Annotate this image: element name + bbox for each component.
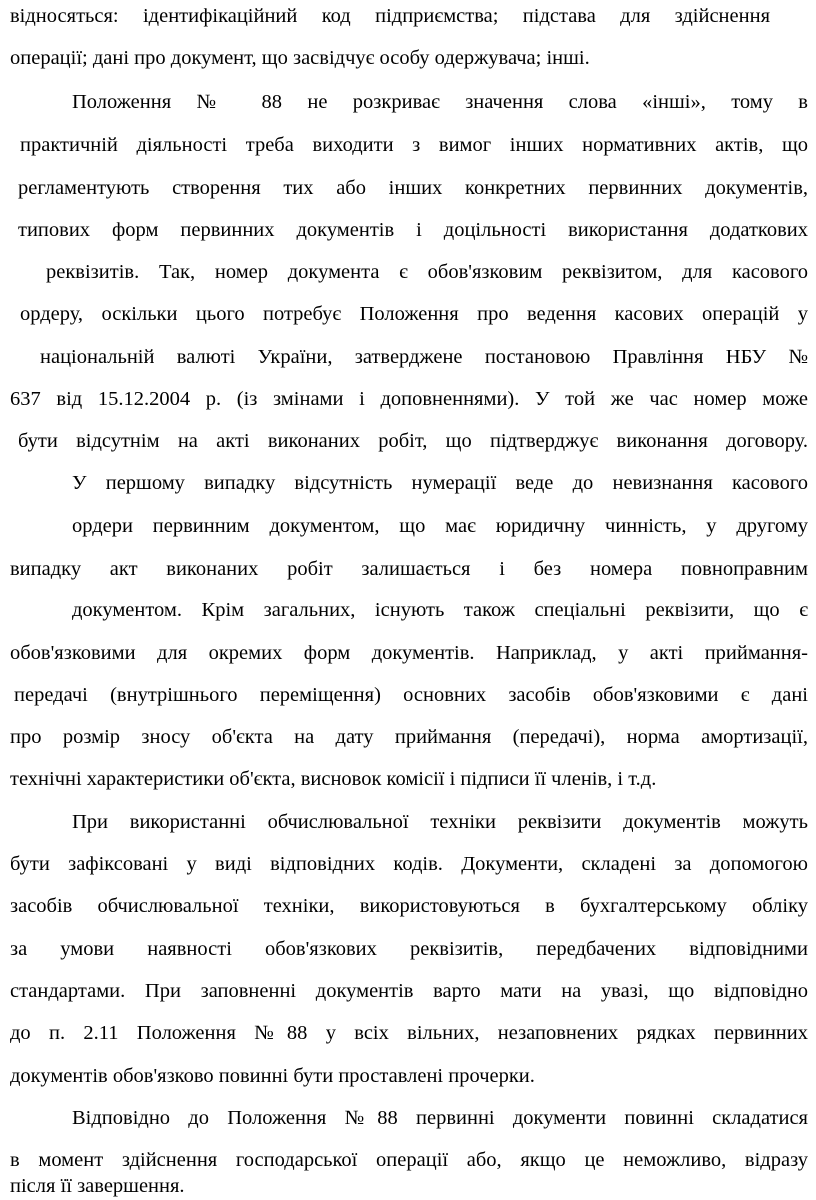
text-line: При використанні обчислювальної техніки реквізити документів можуть (72, 811, 808, 833)
text-line: про розмір зносу об'єкта на дату приймання (передачі), норма амортизації, (10, 726, 808, 748)
text-line: засобів обчислювальної техніки, використовуються в бухгалтерському обліку (10, 895, 808, 917)
text-line: 637 від 15.12.2004 р. (із змінами і доповненнями). У той же час номер може (10, 388, 808, 410)
text-line: бути відсутнім на акті виконаних робіт, що підтверджує виконання договору. (18, 430, 808, 452)
text-line: Положення № 88 не розкриває значення слова «інші», тому в (72, 91, 808, 113)
text-line: У першому випадку відсутність нумерації веде до невизнання касового (72, 472, 808, 494)
text-line: ордеру, оскільки цього потребує Положення про ведення касових операцій у (20, 303, 808, 325)
text-line: Відповідно до Положення №88 первинні документи повинні складатися (72, 1107, 808, 1129)
text-line: обов'язковими для окремих форм документів. Наприклад, у акті приймання- (10, 642, 808, 664)
text-line: ордери первинним документом, що має юридичну чинність, у другому (72, 515, 808, 537)
text-line: операції; дані про документ, що засвідчує особу одержувача; інші. (10, 47, 590, 69)
text-line: реквізитів. Так, номер документа є обов'язковим реквізитом, для касового (46, 261, 808, 283)
text-line: регламентують створення тих або інших конкретних первинних документів, (18, 177, 808, 199)
text-line: за умови наявності обов'язкових реквізитів, передбачених відповідними (10, 938, 808, 960)
text-line: після її завершення. (10, 1175, 185, 1197)
text-line: випадку акт виконаних робіт залишається і без номера повноправним (10, 558, 808, 580)
text-line: передачі (внутрішнього переміщення) основних засобів обов'язковими є дані (14, 684, 808, 706)
text-line: відносяться: ідентифікаційний код підприємства; підстава для здійснення (10, 5, 770, 27)
text-line: типових форм первинних документів і доцільності використання додаткових (18, 219, 808, 241)
text-line: документом. Крім загальних, існують також спеціальні реквізити, що є (72, 599, 808, 621)
text-line: до п. 2.11 Положення №88 у всіх вільних, незаповнених рядках первинних (10, 1022, 808, 1044)
text-line: бути зафіксовані у виді відповідних кодів. Документи, складені за допомогою (10, 853, 808, 875)
text-line: стандартами. При заповненні документів варто мати на увазі, що відповідно (10, 980, 808, 1002)
text-line: в момент здійснення господарської операції або, якщо це неможливо, відразу (10, 1149, 808, 1171)
text-line: практичній діяльності треба виходити з вимог інших нормативних актів, що (20, 134, 808, 156)
text-line: національній валюті України, затверджене постановою Правління НБУ № (40, 346, 808, 368)
text-line: документів обов'язково повинні бути проставлені прочерки. (10, 1065, 535, 1087)
text-line: технічні характеристики об'єкта, висновок комісії і підписи її членів, і т.д. (10, 768, 657, 790)
